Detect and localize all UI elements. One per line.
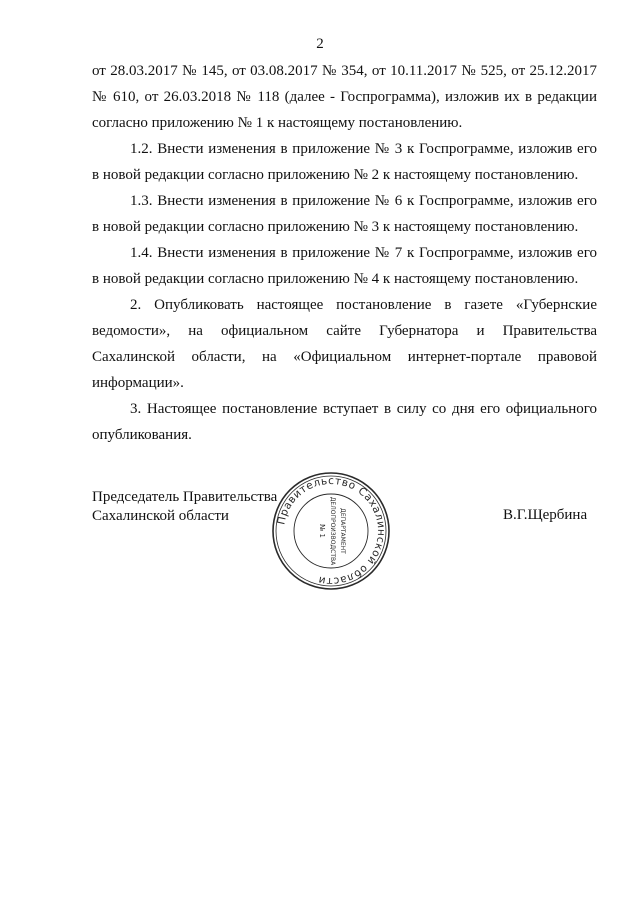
signer-name: В.Г.Щербина: [503, 507, 588, 523]
signature-position-line1: Председатель Правительства: [92, 489, 278, 505]
paragraph-1-3: 1.3. Внести изменения в приложение № 6 к Госпрограмме, изложив его в новой редакции согласно приложению № 3 к настоящему постановлению.: [92, 193, 597, 235]
page-number: 2: [316, 36, 324, 52]
official-seal: [270, 470, 392, 592]
paragraph-3: 3. Настоящее постановление вступает в силу со дня его официального опубликования.: [92, 401, 597, 443]
seal-center-line2: ДЕЛОПРОИЗВОДСТВА: [329, 496, 336, 566]
seal-center-line3: № 1: [318, 524, 326, 538]
seal-center-line1: ДЕПАРТАМЕНТ: [339, 508, 346, 554]
paragraph-1-4: 1.4. Внести изменения в приложение № 7 к Госпрограмме, изложив его в новой редакции согласно приложению № 4 к настоящему постановлению.: [92, 245, 597, 287]
paragraph-1-2: 1.2. Внести изменения в приложение № 3 к Госпрограмме, изложив его в новой редакции согласно приложению № 2 к настоящему постановлению.: [92, 141, 597, 183]
paragraph-continuation: от 28.03.2017 № 145, от 03.08.2017 № 354, от 10.11.2017 № 525, от 25.12.2017 № 610, от 26.03.2018 № 118 (далее - Госпрограмма), изложив их в редакции согласно приложению № 1 к настоящему постановлению.: [92, 63, 597, 131]
signature-position-line2: Сахалинской области: [92, 508, 229, 524]
signature-position: [92, 488, 277, 526]
seal-ring-text: Правительство Сахалинской области: [275, 474, 388, 588]
document-body: [92, 58, 597, 448]
paragraph-2: 2. Опубликовать настоящее постановление в газете «Губернские ведомости», на официальном сайте Губернатора и Правительства Сахалинской области, на «Официальном интернет-портале правовой информации».: [92, 297, 597, 391]
